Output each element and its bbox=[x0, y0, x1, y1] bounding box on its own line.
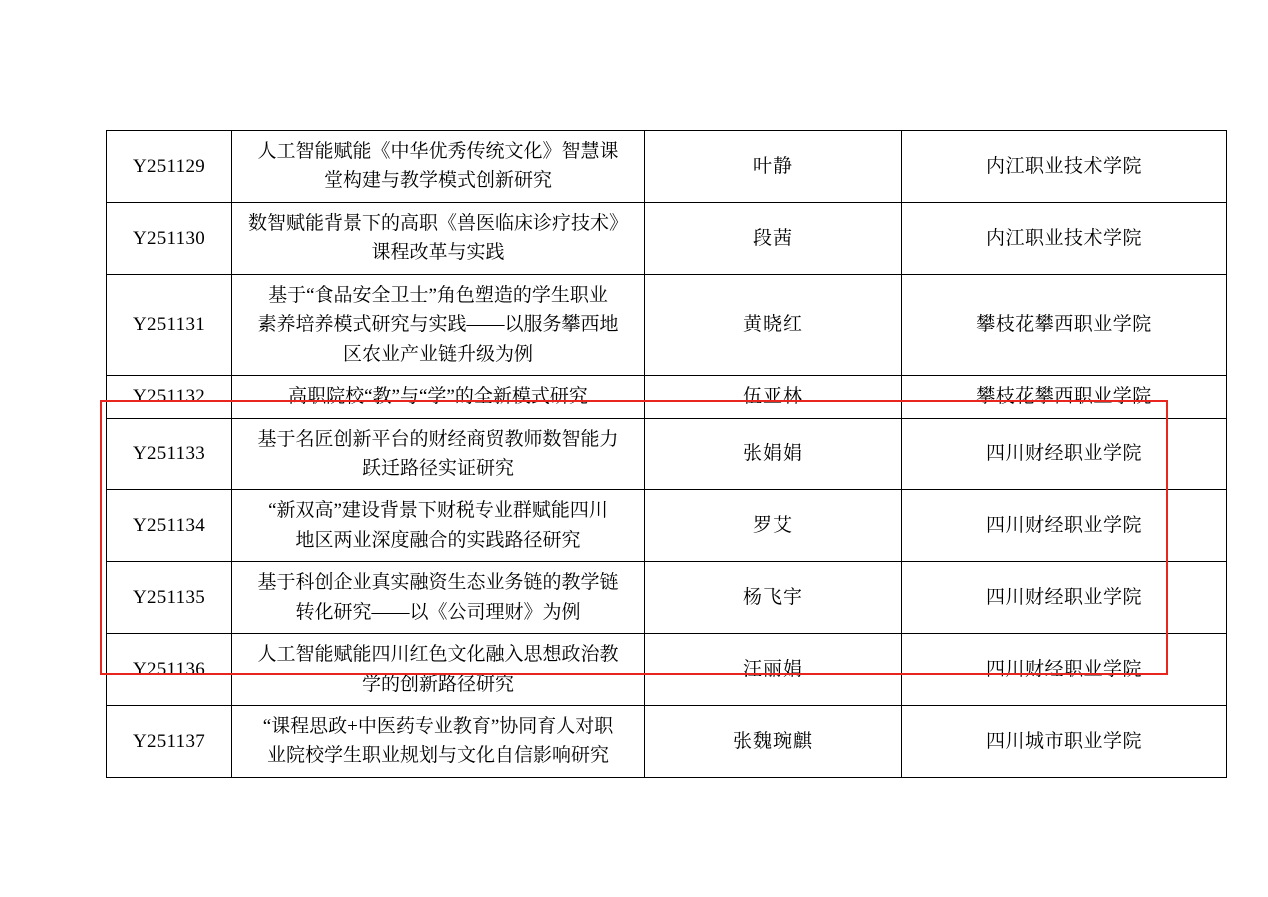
cell-code: Y251134 bbox=[107, 490, 232, 562]
cell-title bbox=[232, 376, 645, 418]
title-line: 人工智能赋能《中华优秀传统文化》智慧课 bbox=[257, 141, 619, 162]
cell-org: 四川财经职业学院 bbox=[902, 634, 1227, 706]
title-line: 基于科创企业真实融资生态业务链的教学链 bbox=[257, 572, 619, 594]
cell-org: 四川财经职业学院 bbox=[902, 490, 1227, 562]
table-row bbox=[107, 490, 1227, 562]
title-line: 转化研究——以《公司理财》为例 bbox=[295, 601, 581, 623]
title-line: 基于名匠创新平台的财经商贸教师数智能力 bbox=[257, 428, 619, 450]
cell-person: 伍亚林 bbox=[645, 376, 902, 418]
cell-code: Y251129 bbox=[107, 131, 232, 203]
title-line: 课程改革与实践 bbox=[371, 242, 505, 264]
cell-title bbox=[232, 490, 645, 562]
title-line: 堂构建与教学模式创新研究 bbox=[323, 170, 552, 192]
title-line: 区农业产业链升级为例 bbox=[342, 343, 533, 365]
cell-code: Y251137 bbox=[107, 706, 232, 778]
cell-code: Y251136 bbox=[107, 634, 232, 706]
cell-title bbox=[232, 562, 645, 634]
title-line: “新双高”建设背景下财税专业群赋能四川 bbox=[268, 500, 608, 522]
cell-org: 攀枝花攀西职业学院 bbox=[902, 376, 1227, 418]
cell-org: 四川城市职业学院 bbox=[902, 706, 1227, 778]
table-container bbox=[106, 130, 1162, 778]
title-line: 学的创新路径研究 bbox=[361, 673, 514, 695]
cell-person: 叶静 bbox=[645, 131, 902, 203]
title-line: 基于“食品安全卫士”角色塑造的学生职业 bbox=[268, 284, 608, 306]
cell-code: Y251133 bbox=[107, 418, 232, 490]
cell-title bbox=[232, 706, 645, 778]
table-row bbox=[107, 706, 1227, 778]
table-body bbox=[107, 131, 1227, 778]
title-line: 素养培养模式研究与实践——以服务攀西地 bbox=[257, 314, 619, 336]
table-row bbox=[107, 376, 1227, 418]
cell-person: 杨飞宇 bbox=[645, 562, 902, 634]
cell-code: Y251132 bbox=[107, 376, 232, 418]
cell-code: Y251131 bbox=[107, 274, 232, 375]
cell-org: 内江职业技术学院 bbox=[902, 202, 1227, 274]
cell-org: 四川财经职业学院 bbox=[902, 418, 1227, 490]
title-line: 业院校学生职业规划与文化自信影响研究 bbox=[266, 745, 609, 767]
cell-title bbox=[232, 131, 645, 203]
table-row bbox=[107, 131, 1227, 203]
title-line: 高职院校“教”与“学”的全新模式研究 bbox=[288, 386, 588, 408]
cell-title bbox=[232, 202, 645, 274]
table-row bbox=[107, 634, 1227, 706]
cell-person: 黄晓红 bbox=[645, 274, 902, 375]
cell-person: 段茜 bbox=[645, 202, 902, 274]
cell-person: 张娟娟 bbox=[645, 418, 902, 490]
title-line: 地区两业深度融合的实践路径研究 bbox=[295, 529, 581, 551]
cell-title bbox=[232, 274, 645, 375]
title-line: “课程思政+中医药专业教育”协同育人对职 bbox=[262, 716, 614, 737]
cell-org: 四川财经职业学院 bbox=[902, 562, 1227, 634]
cell-code: Y251135 bbox=[107, 562, 232, 634]
cell-title bbox=[232, 634, 645, 706]
title-line: 跃迁路径实证研究 bbox=[361, 457, 514, 479]
projects-table bbox=[106, 130, 1227, 778]
cell-person: 罗艾 bbox=[645, 490, 902, 562]
table-row bbox=[107, 202, 1227, 274]
cell-title bbox=[232, 418, 645, 490]
title-line: 人工智能赋能四川红色文化融入思想政治教 bbox=[257, 644, 619, 666]
table-row bbox=[107, 274, 1227, 375]
title-line: 数智赋能背景下的高职《兽医临床诊疗技术》 bbox=[247, 212, 628, 234]
cell-code: Y251130 bbox=[107, 202, 232, 274]
cell-person: 张魏琬麒 bbox=[645, 706, 902, 778]
cell-org: 攀枝花攀西职业学院 bbox=[902, 274, 1227, 375]
table-row bbox=[107, 418, 1227, 490]
table-row bbox=[107, 562, 1227, 634]
cell-person: 汪丽娟 bbox=[645, 634, 902, 706]
cell-org: 内江职业技术学院 bbox=[902, 131, 1227, 203]
